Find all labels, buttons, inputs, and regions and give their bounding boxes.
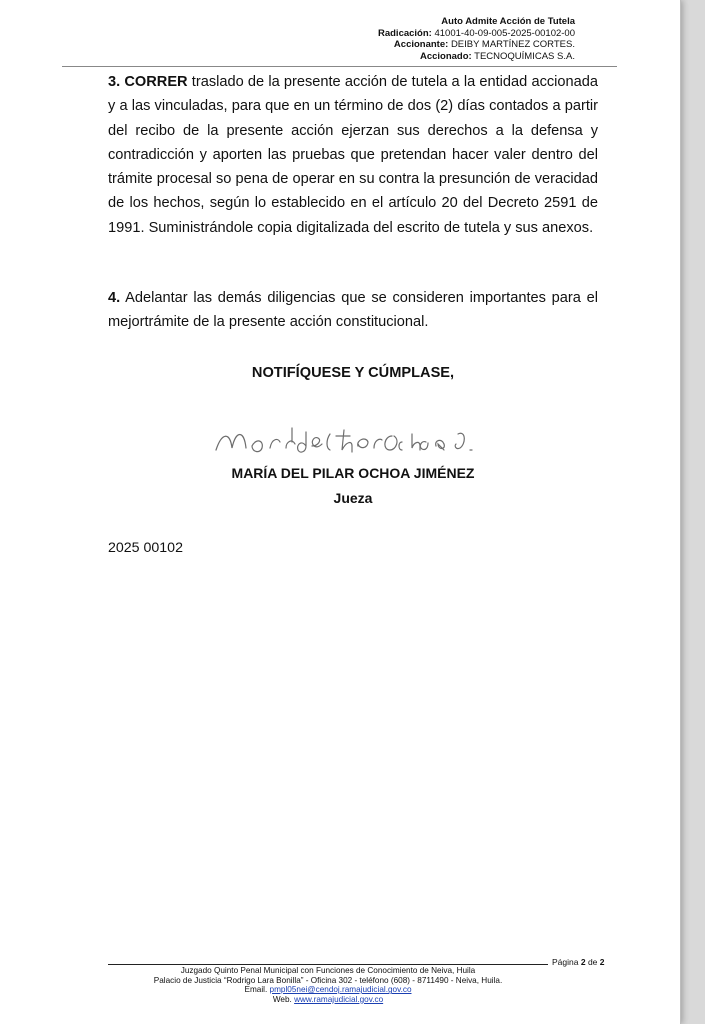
footer-divider (108, 964, 548, 965)
footer-email-label: Email. (244, 985, 268, 995)
header-radicacion (378, 28, 575, 40)
closing-formula: NOTIFÍQUESE Y CÚMPLASE, (251, 365, 455, 381)
case-number: 2025 00102 (108, 540, 183, 556)
item-number: 4. (108, 290, 121, 306)
item-lead: CORRER (124, 74, 188, 90)
header-divider (62, 66, 617, 67)
footer-address: Palacio de Justicia “Rodrigo Lara Bonilla” - Oficina 302 - teléfono (608) - 8711490 - Neiva, Huila. (153, 975, 503, 985)
item-number: 3. (108, 74, 121, 90)
item-text: Adelantar las demás diligencias que se consideren importantes para el mejortrámite de la presente acción constitucional. (108, 290, 598, 331)
radicacion-value: 41001-40-09-005-2025-00102-00 (434, 27, 575, 39)
document-footer (108, 966, 548, 1004)
footer-email-link[interactable]: pmpl05nei@cendoj.ramajudicial.gov.co (269, 985, 412, 995)
item-3 (108, 70, 598, 240)
signer-name: MARÍA DEL PILAR OCHOA JIMÉNEZ (231, 465, 475, 481)
signature-mark (208, 422, 508, 462)
item-4 (108, 286, 598, 335)
document-header (378, 16, 575, 62)
footer-web-line (108, 995, 548, 1005)
accionante-value: DEIBY MARTÍNEZ CORTES. (450, 39, 575, 50)
footer-web-link[interactable]: www.ramajudicial.gov.co (294, 994, 384, 1004)
page-current: 2 (580, 957, 586, 967)
accionado-value: TECNOQUÍMICAS S.A. (474, 50, 575, 62)
page-number (552, 957, 605, 967)
accionante-label: Accionante: (393, 39, 449, 50)
page-label: Página (552, 957, 579, 967)
header-title: Auto Admite Acción de Tutela (441, 16, 575, 27)
page-of: de (587, 957, 598, 967)
header-accionado (378, 51, 575, 63)
footer-court: Juzgado Quinto Penal Municipal con Funciones de Conocimiento de Neiva, Huila (180, 966, 476, 975)
header-accionante (378, 39, 575, 51)
signer-role: Jueza (333, 490, 373, 506)
radicacion-label: Radicación: (377, 27, 432, 39)
accionado-label: Accionado: (419, 50, 472, 62)
footer-web-label: Web. (272, 994, 292, 1004)
footer-email-line (108, 985, 548, 995)
page-total: 2 (599, 957, 605, 967)
item-text: traslado de la presente acción de tutela a la entidad accionada y a las vinculadas, para que en un término de dos (2) días contados a partir del recibo de la presente acción ejerzan sus derechos a la defensa y contradicción y aporten las pruebas que pretendan hacer valer dentro del trámite procesal so pena de operar en su contra la presunción de veracidad de los hechos, según lo establecido en el artículo 20 del Decreto 2591 de 1991. Suministrándole copia digitalizada del escrito de tutela y sus anexos. (108, 74, 598, 236)
